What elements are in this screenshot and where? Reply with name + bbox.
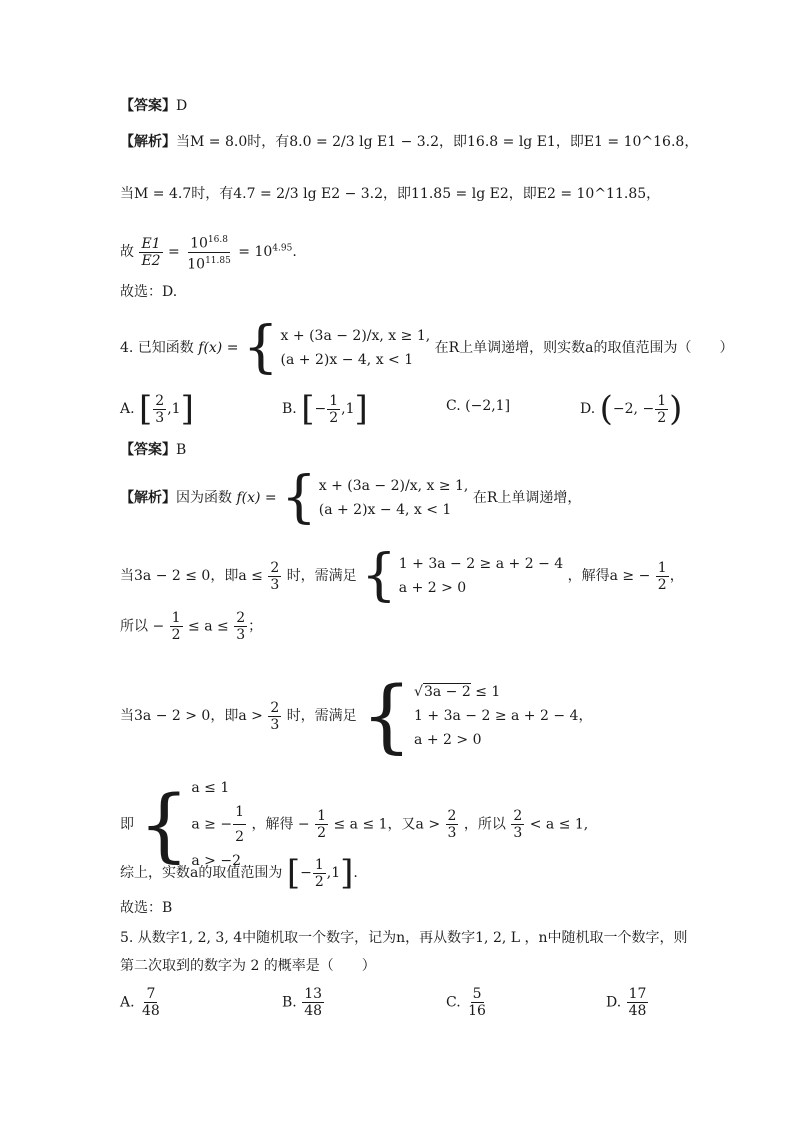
piecewise-function	[242, 315, 431, 380]
case1-end: ，	[669, 568, 684, 584]
numerator: 17	[628, 986, 647, 1002]
power-ratio-fraction	[185, 232, 233, 272]
q4-case2-line	[120, 669, 593, 762]
system-row2: 1 + 3a − 2 ≥ a + 2 − 4	[414, 708, 579, 724]
numerator: 2	[513, 808, 523, 824]
answer-label: 【答案】	[120, 442, 176, 458]
denominator: 2	[314, 873, 324, 890]
ratio-end: .	[292, 244, 297, 261]
denominator: 2	[657, 576, 667, 593]
analysis-suffix: 在R上单调递增，	[472, 490, 582, 506]
analysis-prefix: 因为函数	[176, 490, 232, 506]
option-label: A.	[120, 401, 135, 417]
case1-mid: 时，需满足	[286, 568, 357, 584]
q4-stem-suffix: 在R上单调递增，则实数a的取值范围为（ ）	[434, 340, 734, 356]
q3-ratio-line: 故 $\frac{E1}{E2}$ = $\frac{10^{16.8}}{10^{11.85}}$ = $10^{4.95}$.	[120, 232, 297, 272]
numerator: 1	[314, 856, 324, 873]
denominator-base: 10	[187, 256, 206, 273]
denominator: 3	[155, 409, 165, 426]
q4-stem	[120, 315, 734, 380]
q4-conclusion: 故选：B	[120, 900, 173, 916]
q3-analysis-line1	[120, 132, 698, 152]
fraction-denominator: E2	[141, 252, 161, 269]
denominator: 2	[657, 409, 667, 426]
case2-mid: 时，需满足	[286, 708, 357, 724]
denominator: 3	[513, 825, 523, 841]
q5-option-b	[282, 986, 325, 1019]
so1-prefix: 所以 −	[120, 618, 165, 635]
denominator-exponent: 11.85	[205, 255, 231, 266]
fraction-numerator: E1	[141, 235, 161, 252]
q4-case1-line	[120, 543, 684, 608]
q3-analysis-text1: 当M = 8.0时，有8.0 = 2/3 lg E1 − 3.2，即16.8 = lg E1，即E1 = 10^16.8，	[176, 134, 699, 150]
upper-bound: 1	[331, 865, 341, 881]
denominator: 3	[447, 825, 457, 841]
option-label: C.	[446, 398, 461, 414]
ie-system: { a ≤ 1 a ≥ − $\frac{1}{2}$ a > −2	[138, 776, 247, 873]
q4-so1-line	[120, 610, 262, 643]
denominator: 3	[270, 576, 280, 593]
summary-prefix: 综上，实数a的取值范围为	[120, 865, 283, 881]
numerator: 1	[317, 808, 327, 824]
analysis-label: 【解析】	[120, 490, 176, 506]
ratio-result-base: = 10	[238, 244, 273, 261]
sqrt-radicand: 3a − 2	[423, 684, 471, 700]
numerator: 1	[657, 392, 667, 409]
piecewise-function: { x + (3a − 2)/x, x ≥ 1, (a + 2)x − 4, x < 1	[281, 465, 469, 530]
numerator: 7	[146, 986, 156, 1002]
q3-ratio-prefix: 故	[120, 244, 134, 261]
option-label: D.	[580, 401, 596, 417]
ie-text4: < a ≤ 1,	[529, 816, 589, 833]
q4-analysis-line	[120, 465, 582, 530]
case1-system: { 1 + 3a − 2 ≥ a + 2 − 4 a + 2 > 0	[361, 543, 564, 608]
system-row2: a + 2 > 0	[398, 580, 467, 596]
piecewise-row2: (a + 2)x − 4, x < 1	[318, 502, 452, 518]
numerator-exponent: 16.8	[207, 235, 228, 245]
denominator: 2	[235, 829, 244, 845]
q5-stem-line2: 第二次取到的数字为 2 的概率是（ ）	[120, 958, 376, 974]
q3-conclusion: 故选：D.	[120, 284, 178, 300]
ie-text3: ，所以	[463, 816, 506, 833]
case2-prefix: 当3a − 2 > 0，即a >	[120, 708, 263, 724]
denominator: 2	[329, 409, 339, 426]
piecewise-row1: x + (3a − 2)/x, x ≥ 1,	[280, 328, 431, 344]
q3-analysis-text2: 当M = 4.7时，有4.7 = 2/3 lg E2 − 3.2，即11.85 = lg E2，即E2 = 10^11.85，	[120, 186, 661, 202]
case2-system: { √3a − 2 ≤ 1 1 + 3a − 2 ≥ a + 2 − 4， a + 2 > 0	[361, 669, 593, 762]
system-row2-prefix: a ≥ −	[191, 816, 233, 833]
denominator: 16	[468, 1003, 486, 1019]
upper-bound: 1	[171, 401, 181, 417]
numerator: 1	[171, 610, 181, 626]
so1-mid: ≤ a ≤	[188, 618, 229, 635]
analysis-label: 【解析】	[120, 134, 176, 150]
numerator: 13	[304, 986, 323, 1002]
option-label: B.	[282, 994, 297, 1011]
system-row1: a ≤ 1	[191, 780, 230, 796]
q4-option-c	[446, 398, 510, 414]
case1-prefix: 当3a − 2 ≤ 0，即a ≤	[120, 568, 263, 584]
answer-label: 【答案】	[120, 98, 176, 114]
system-row3: a + 2 > 0	[414, 732, 482, 748]
denominator: 2	[171, 627, 181, 643]
system-row3: a > −2	[191, 853, 241, 869]
denominator: 48	[304, 1003, 323, 1019]
answer-value: D	[176, 98, 188, 114]
ratio-result-exponent: 4.95	[272, 243, 293, 254]
left-brace: {	[242, 315, 279, 380]
upper-bound: 1	[345, 401, 355, 417]
ie-prefix: 即	[120, 816, 134, 833]
q5-option-a	[120, 986, 163, 1019]
denominator: 3	[270, 716, 280, 733]
ie-text2: ≤ a ≤ 1，又a >	[333, 816, 441, 833]
q3-answer-line	[120, 96, 187, 116]
q4-option-b: B. [− $\frac{1}{2}$ ,1]	[282, 389, 368, 429]
piecewise-row1: x + (3a − 2)/x, x ≥ 1,	[318, 478, 469, 494]
system-row2-end: ，	[578, 708, 593, 724]
q4-option-d: D. (−2, − $\frac{1}{2}$ )	[580, 389, 683, 429]
denominator: 3	[236, 627, 246, 643]
case1-result: ，解得a ≥ −	[567, 568, 651, 584]
numerator: 2	[270, 699, 280, 716]
q5-option-c	[446, 986, 489, 1019]
option-label: C.	[446, 994, 461, 1011]
function-name: f(x) =	[198, 340, 239, 356]
piecewise-row2: (a + 2)x − 4, x < 1	[280, 352, 414, 368]
q4-summary-line: 综上，实数a的取值范围为 [− $\frac{1}{2}$ ,1].	[120, 853, 358, 893]
option-value: (−2,1]	[465, 398, 511, 414]
q4-stem-prefix: 4. 已知函数	[120, 340, 194, 356]
denominator: 48	[628, 1003, 647, 1019]
answer-value: B	[176, 442, 187, 458]
denominator: 48	[142, 1003, 160, 1019]
q5-stem-line1: 5. 从数字1, 2, 3, 4中随机取一个数字，记为n，再从数字1, 2, L ，n中随机取一个数字，则	[120, 930, 688, 946]
function-name: f(x) =	[236, 490, 277, 506]
q4-answer-line	[120, 440, 186, 460]
numerator: 5	[472, 986, 482, 1002]
numerator: 2	[270, 559, 280, 576]
numerator: 1	[329, 392, 339, 409]
summary-end: .	[353, 865, 358, 881]
q4-option-a: A. [ $\frac{2}{3}$ ,1]	[120, 389, 194, 429]
option-label: D.	[606, 994, 622, 1011]
option-label: B.	[282, 401, 297, 417]
q3-analysis-line2	[120, 184, 660, 204]
q5-option-d	[606, 986, 649, 1019]
numerator-base: 10	[190, 235, 208, 252]
e1-over-e2-fraction	[139, 236, 162, 269]
numerator: 2	[236, 610, 246, 626]
option-label: A.	[120, 994, 135, 1011]
system-row1-end: ≤ 1	[475, 684, 501, 700]
so1-end: ；	[248, 618, 263, 635]
numerator: 2	[447, 808, 457, 824]
system-row1: 1 + 3a − 2 ≥ a + 2 − 4	[398, 556, 564, 572]
numerator: 1	[233, 800, 246, 825]
ie-text1: ，解得 −	[251, 816, 310, 833]
denominator: 2	[317, 825, 327, 841]
numerator: 2	[155, 392, 165, 409]
numerator: 1	[657, 559, 667, 576]
